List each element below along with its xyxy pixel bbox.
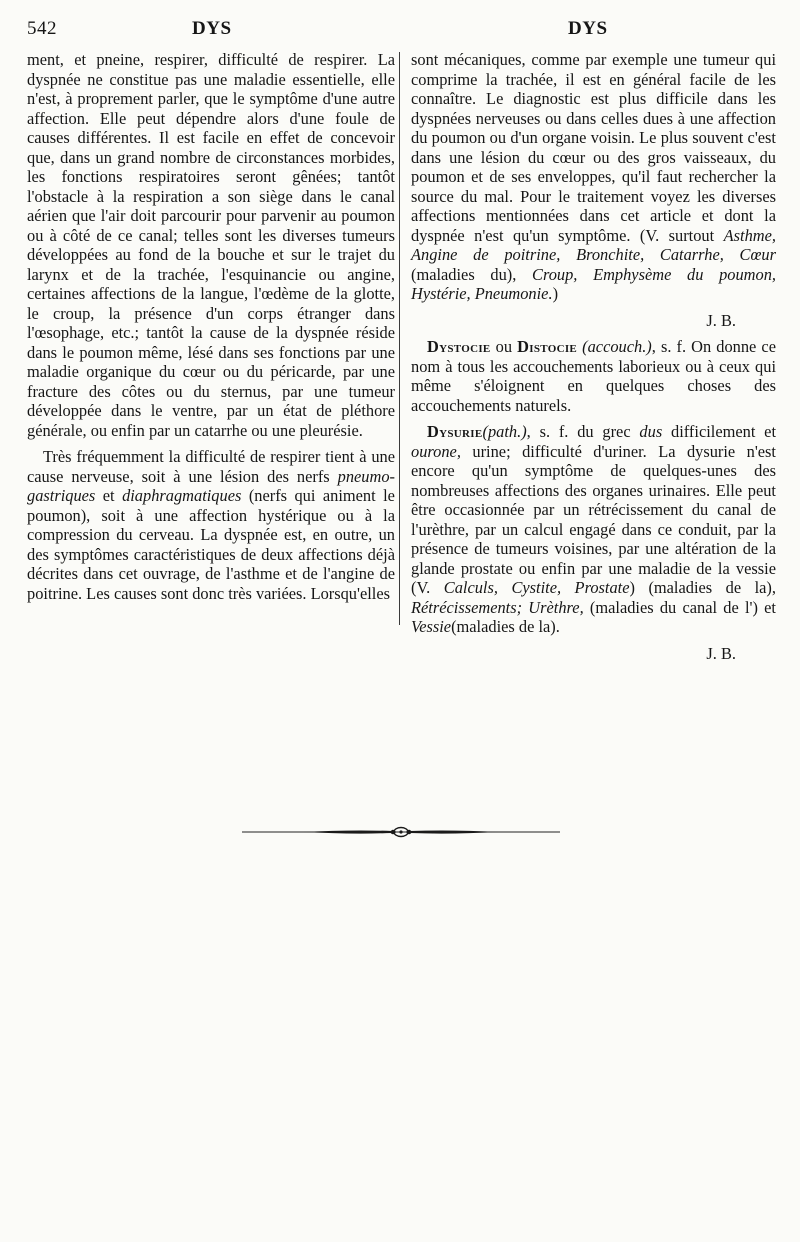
dystocie-entry — [411, 337, 776, 415]
italic-term: pneumo-gastriques — [27, 466, 395, 505]
left-column — [27, 50, 395, 603]
dyspnee-diagnostic-paragraph — [411, 50, 776, 304]
text-run: (maladies du), — [411, 264, 517, 284]
text-run: ) (maladies de la), — [629, 578, 776, 597]
entry-headword: Dysurie — [427, 422, 483, 441]
text-run: difficilement et — [671, 422, 776, 441]
italic-term: ourone, — [411, 441, 461, 461]
dyspnee-continuation-paragraph: ment, et pneine, respirer, difficulté de respirer. La dyspnée ne constitue pas une maladie essentielle, elle n'est, à proprement parler, que le symptôme d'une autre affection. Elle peut dépendre alors d'une foule de causes différentes. Il est facile en effet de concevoir que, dans un grand nombre de circonstances morbides, les fonctions respiratoires seront gênées; tantôt l'obstacle à la respiration a son siège dans le canal aérien que l'air doit parcourir pour parvenir au poumon ou à côté de ce canal; telles sont les diverses tumeurs développées au fond de la bouche et sur le trajet du larynx et de la trachée, l'esquinancie ou angine, certaines affections de la langue, l'œdème de la glotte, le croup, la présence d'un corps étranger dans l'œsophage, etc.; tantôt la cause de la dyspnée réside dans le poumon même, lésé dans ses fonctions par une maladie organique du cœur ou du péricarde, par une fracture des côtes ou du sternus, par une tumeur développée dans le ventre, par un état de pléthore générale, ou enfin par un catarrhe ou une pleurésie. — [27, 50, 395, 440]
cross-reference-list: Calculs, Cystite, Prostate — [443, 578, 630, 597]
page-number: 542 — [27, 18, 57, 39]
author-signature: J. B. — [706, 643, 736, 663]
decorative-rule-ornament — [242, 826, 560, 838]
dysurie-entry — [411, 422, 776, 637]
text-run: , s. f. On donne ce nom à tous les accouchements laborieux ou à ceux qui même s'éloignent en quelques choses des accouchements naturels. — [411, 337, 776, 415]
author-signature: J. B. — [706, 310, 736, 330]
entry-headword: Distocie — [517, 337, 578, 356]
entry-domain-tag: (path.) — [482, 422, 527, 441]
cross-reference-list: Vessie — [411, 617, 452, 636]
entry-headword: Dystocie — [427, 337, 491, 356]
text-run: Très fréquemment la difficulté de respirer tient à une cause nerveuse, soit à une lésion des nerfs — [27, 447, 395, 486]
text-run: et — [102, 486, 115, 505]
cross-reference-list: Asthme, Angine de poitrine, Bronchite, Catarrhe, Cœur — [411, 225, 776, 264]
dyspnee-causes-paragraph — [27, 447, 395, 603]
text-run: ou — [495, 337, 513, 356]
running-title-left: DYS — [192, 18, 232, 39]
text-run: sont mécaniques, comme par exemple une tumeur qui comprime la trachée, il est en général facile de les connaître. Le diagnostic est plus difficile dans les dyspnées nerveuses ou dans celles dues à une affection du poumon ou d'un organe voisin. Le plus souvent c'est dans une lésion du cœur ou des gros vaisseaux, du poumon et de ses enveloppes, qu'il faut rechercher la source du mal. Pour le traitement voyez les diverses affections mentionnées dans cet article et dont la dyspnée n'est qu'un symptôme. (V. surtout — [411, 50, 776, 245]
running-title-right: DYS — [568, 18, 608, 39]
text-run: (maladies du canal de l') et — [589, 597, 776, 617]
italic-term: diaphragmatiques — [122, 486, 242, 505]
cross-reference-list: Croup, Emphysème du poumon, Hystérie, Pneumonie. — [411, 264, 776, 303]
text-run: ) — [552, 284, 559, 303]
text-run: (nerfs qui animent le poumon), soit à une affection hystérique ou à la compression du cerveau. La dyspnée est, en outre, un des symptômes caractéristiques de deux affections déjà décrites dans cet ouvrage, de l'asthme et de l'angine de poitrine. Les causes sont donc très variées. Lorsqu'elles — [27, 486, 395, 603]
text-run: (maladies de la). — [451, 617, 560, 636]
right-column — [411, 50, 776, 663]
text-run: , s. f. du grec — [526, 422, 631, 441]
running-header — [0, 18, 800, 44]
cross-reference-list: Rétrécissements; Urèthre, — [411, 597, 584, 617]
entry-domain-tag: (accouch.) — [582, 337, 652, 356]
column-divider — [399, 52, 400, 625]
italic-term: dus — [639, 422, 663, 441]
text-run: urine; difficulté d'uriner. La dysurie n'est encore qu'un symptôme de quelques-unes des nombreuses affections des organes urinaires. Elle peut être occasionnée par un rétrécissement du canal de l'urèthre, par un calcul engagé dans ce conduit, par la présence de tumeurs voisines, par une altération de la glande prostate ou enfin par une maladie de la vessie (V. — [411, 441, 776, 597]
